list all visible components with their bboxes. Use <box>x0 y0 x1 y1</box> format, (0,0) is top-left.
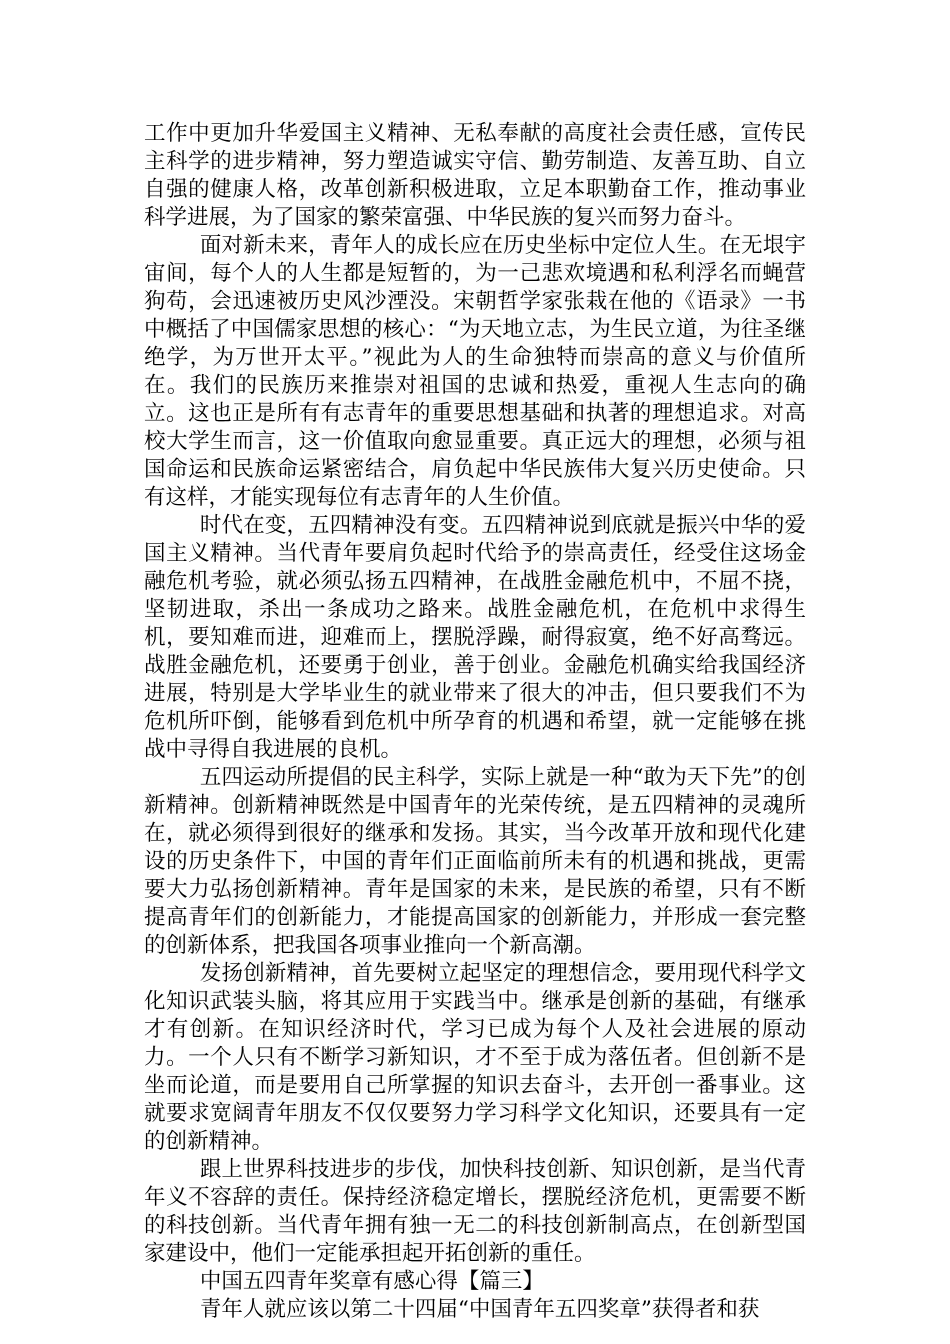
paragraph-may-fourth-spirit: 时代在变，五四精神没有变。五四精神说到底就是振兴中华的爱国主义精神。当代青年要肩负起时代给予的崇高责任，经受住这场金融危机考验，就必须弘扬五四精神，在战胜金融危机中，不屈不挠，坚韧进取，杀出一条成功之路来。战胜金融危机，在危机中求得生机，要知难而进，迎难而上，摆脱浮躁，耐得寂寞，绝不好高骛远。战胜金融危机，还要勇于创业，善于创业。金融危机确实给我国经济进展，特别是大学毕业生的就业带来了很大的冲击，但只要我们不为危机所吓倒，能够看到危机中所孕育的机遇和希望，就一定能够在挑战中寻得自我进展的良机。 <box>144 513 806 762</box>
document-page <box>144 120 806 1324</box>
paragraph-life-coordinates: 面对新未来，青年人的成长应在历史坐标中定位人生。在无垠宇宙间，每个人的人生都是短暂的，为一己悲欢境遇和私利浮名而蝇营狗苟，会迅速被历史风沙湮没。宋朝哲学家张栽在他的《语录》一书中概括了中国儒家思想的核心：“为天地立志，为生民立道，为往圣继绝学，为万世开太平。”视此为人的生命独特而崇高的意义与价值所在。我们的民族历来推崇对祖国的忠诚和热爱，重视人生志向的确立。这也正是所有有志青年的重要思想基础和执著的理想追求。对高校大学生而言，这一价值取向愈显重要。真正远大的理想，必须与祖国命运和民族命运紧密结合，肩负起中华民族伟大复兴历史使命。只有这样，才能实现每位有志青年的人生价值。 <box>144 233 806 510</box>
paragraph-section-three-start: 青年人就应该以第二十四届“中国青年五四奖章”获得者和获 <box>199 1297 760 1322</box>
section-heading: 中国五四青年奖章有感心得【篇三】 <box>199 1269 544 1294</box>
paragraph-tech-innovation: 跟上世界科技进步的步伐，加快科技创新、知识创新，是当代青年义不容辞的责任。保持经济稳定增长，摆脱经济危机，更需要不断的科技创新。当代青年拥有独一无二的科技创新制高点，在创新型国家建设中，他们一定能承担起开拓创新的重任。 <box>144 1157 806 1266</box>
paragraph-innovation-spirit: 五四运动所提倡的民主科学，实际上就是一种“敢为天下先”的创新精神。创新精神既然是中国青年的光荣传统，是五四精神的灵魂所在，就必须得到很好的继承和发扬。其实，当今改革开放和现代化建设的历史条件下，中国的青年们正面临前所未有的机遇和挑战，更需要大力弘扬创新精神。青年是国家的未来，是民族的希望，只有不断提高青年们的创新能力，才能提高国家的创新能力，并形成一套完整的创新体系，把我国各项事业推向一个新高潮。 <box>144 765 806 958</box>
paragraph-carry-forward-innovation: 发扬创新精神，首先要树立起坚定的理想信念，要用现代科学文化知识武装头脑，将其应用于实践当中。继承是创新的基础，有继承才有创新。在知识经济时代，学习已成为每个人及社会进展的原动力。一个人只有不断学习新知识，才不至于成为落伍者。但创新不是坐而论道，而是要用自己所掌握的知识去奋斗，去开创一番事业。这就要求宽阔青年朋友不仅仅要努力学习科学文化知识，还要具有一定的创新精神。 <box>144 961 806 1154</box>
paragraph-continuation: 工作中更加升华爱国主义精神、无私奉献的高度社会责任感，宣传民主科学的进步精神，努力塑造诚实守信、勤劳制造、友善互助、自立自强的健康人格，改革创新积极进取，立足本职勤奋工作，推动事业科学进展，为了国家的繁荣富强、中华民族的复兴而努力奋斗。 <box>144 121 806 230</box>
